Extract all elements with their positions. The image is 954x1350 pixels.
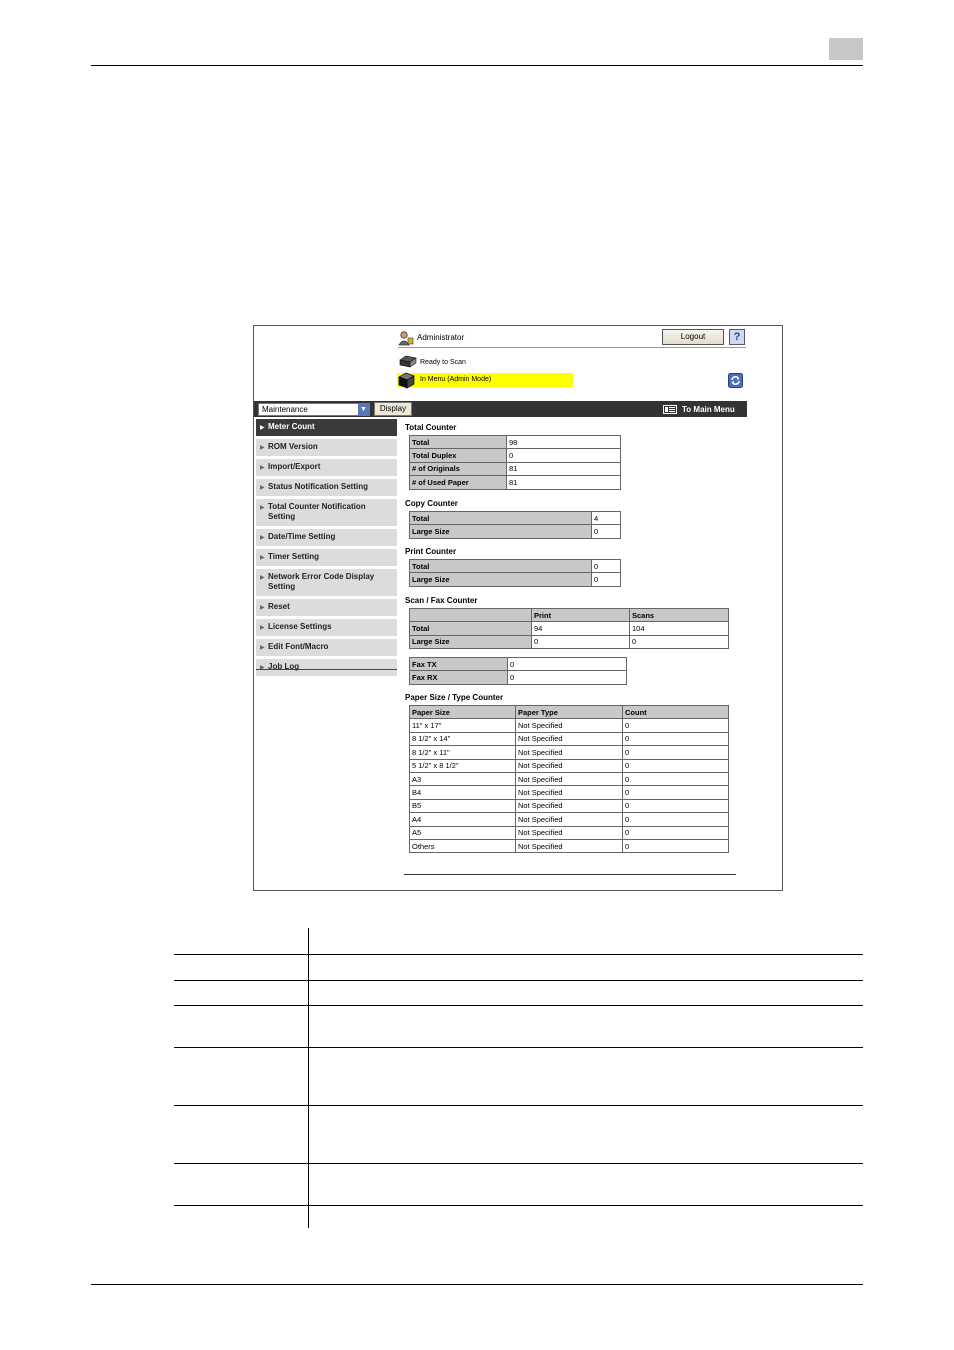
sidebar-item-date-time[interactable]: ▶ Date/Time Setting (256, 529, 397, 547)
triangle-right-icon: ▶ (260, 555, 265, 561)
user-label: Administrator (417, 333, 465, 342)
copy-counter-title: Copy Counter (405, 499, 458, 508)
menu-icon (663, 405, 677, 414)
header-divider (398, 347, 746, 348)
sidebar-item-rom-version[interactable]: ▶ ROM Version (256, 439, 397, 457)
select-arrow-icon[interactable]: ▼ (358, 404, 369, 415)
sidebar-item-network-error-code[interactable]: ▶ Network Error Code Display Setting (256, 569, 397, 597)
content-divider (404, 874, 736, 875)
table-row: Large Size 0 (410, 573, 621, 586)
table-row: 11" x 17" Not Specified 0 (410, 719, 729, 732)
triangle-right-icon: ▶ (260, 445, 265, 451)
sidebar-item-timer[interactable]: ▶ Timer Setting (256, 549, 397, 567)
triangle-right-icon: ▶ (260, 645, 265, 651)
header-rule (91, 65, 863, 66)
table-row: B4 Not Specified 0 (410, 786, 729, 799)
page-number-box (829, 38, 863, 60)
table-row: A4 Not Specified 0 (410, 813, 729, 826)
table-column-divider (308, 928, 309, 1228)
table-row: 8 1/2" x 11" Not Specified 0 (410, 746, 729, 759)
device-status-label: Ready to Scan (420, 359, 466, 366)
triangle-right-icon: ▶ (260, 665, 265, 671)
table-row: Large Size 0 0 (410, 635, 729, 648)
sidebar-item-status-notification[interactable]: ▶ Status Notification Setting (256, 479, 397, 497)
triangle-right-icon: ▶ (260, 575, 265, 581)
table-row: Others Not Specified 0 (410, 839, 729, 852)
sidebar-divider (256, 669, 397, 670)
scan-fax-counter-title: Scan / Fax Counter (405, 596, 478, 605)
sidebar-item-job-log[interactable]: ▶ Job Log (256, 659, 397, 677)
table-row-divider (174, 954, 863, 955)
sidebar-item-import-export[interactable]: ▶ Import/Export (256, 459, 397, 477)
table-row: Paper Size Paper Type Count (410, 706, 729, 719)
paper-counter-table (409, 705, 729, 853)
table-row: A5 Not Specified 0 (410, 826, 729, 839)
sidebar (256, 419, 397, 677)
table-row: Print Scans (410, 609, 729, 622)
table-row-divider (174, 1163, 863, 1164)
paper-counter-title: Paper Size / Type Counter (405, 693, 504, 702)
table-row-divider (174, 980, 863, 981)
triangle-right-icon: ▶ (260, 605, 265, 611)
sidebar-item-license-settings[interactable]: ▶ License Settings (256, 619, 397, 637)
copy-counter-table (409, 511, 621, 539)
table-row: B5 Not Specified 0 (410, 799, 729, 812)
to-main-menu-link[interactable]: To Main Menu (682, 405, 735, 414)
display-button[interactable]: Display (374, 402, 412, 416)
sidebar-item-meter-count[interactable]: ▶ Meter Count (256, 419, 397, 437)
table-row-divider (174, 1205, 863, 1206)
footer-rule (91, 1284, 863, 1285)
help-icon[interactable]: ? (729, 329, 745, 345)
total-counter-title: Total Counter (405, 423, 457, 432)
web-ui-screenshot (253, 325, 783, 891)
triangle-right-icon: ▶ (260, 425, 265, 431)
total-counter-table (409, 435, 621, 490)
table-row: Large Size 0 (410, 525, 621, 538)
triangle-right-icon: ▶ (260, 465, 265, 471)
table-row: Total Duplex 0 (410, 449, 621, 462)
table-row-divider (174, 1047, 863, 1048)
logout-button[interactable]: Logout (662, 329, 724, 345)
refresh-icon[interactable] (728, 373, 743, 388)
table-row-divider (174, 1105, 863, 1106)
table-row: # of Used Paper 81 (410, 476, 621, 489)
scan-fax-counter-table (409, 608, 729, 649)
administrator-icon (398, 331, 414, 346)
print-counter-table (409, 559, 621, 587)
printer-icon (398, 355, 418, 368)
table-row: # of Originals 81 (410, 462, 621, 475)
print-counter-title: Print Counter (405, 547, 457, 556)
table-row: Total 98 (410, 436, 621, 449)
table-row: Total 0 (410, 560, 621, 573)
triangle-right-icon: ▶ (260, 535, 265, 541)
triangle-right-icon: ▶ (260, 485, 265, 491)
triangle-right-icon: ▶ (260, 505, 265, 511)
mode-status-label: In Menu (Admin Mode) (420, 376, 492, 383)
table-row: Total 4 (410, 512, 621, 525)
table-row: 5 1/2" x 8 1/2" Not Specified 0 (410, 759, 729, 772)
table-row: A3 Not Specified 0 (410, 772, 729, 785)
table-row: 8 1/2" x 14" Not Specified 0 (410, 732, 729, 745)
sidebar-item-total-counter-notification[interactable]: ▶ Total Counter Notification Setting (256, 499, 397, 527)
table-row: Total 94 104 (410, 622, 729, 635)
table-row: Fax TX 0 (410, 658, 627, 671)
fax-counter-table (409, 657, 627, 685)
box-icon (398, 372, 415, 389)
sidebar-item-reset[interactable]: ▶ Reset (256, 599, 397, 617)
sidebar-item-edit-font-macro[interactable]: ▶ Edit Font/Macro (256, 639, 397, 657)
table-row-divider (174, 1005, 863, 1006)
category-select[interactable]: Maintenance (258, 403, 370, 416)
triangle-right-icon: ▶ (260, 625, 265, 631)
table-row: Fax RX 0 (410, 671, 627, 684)
